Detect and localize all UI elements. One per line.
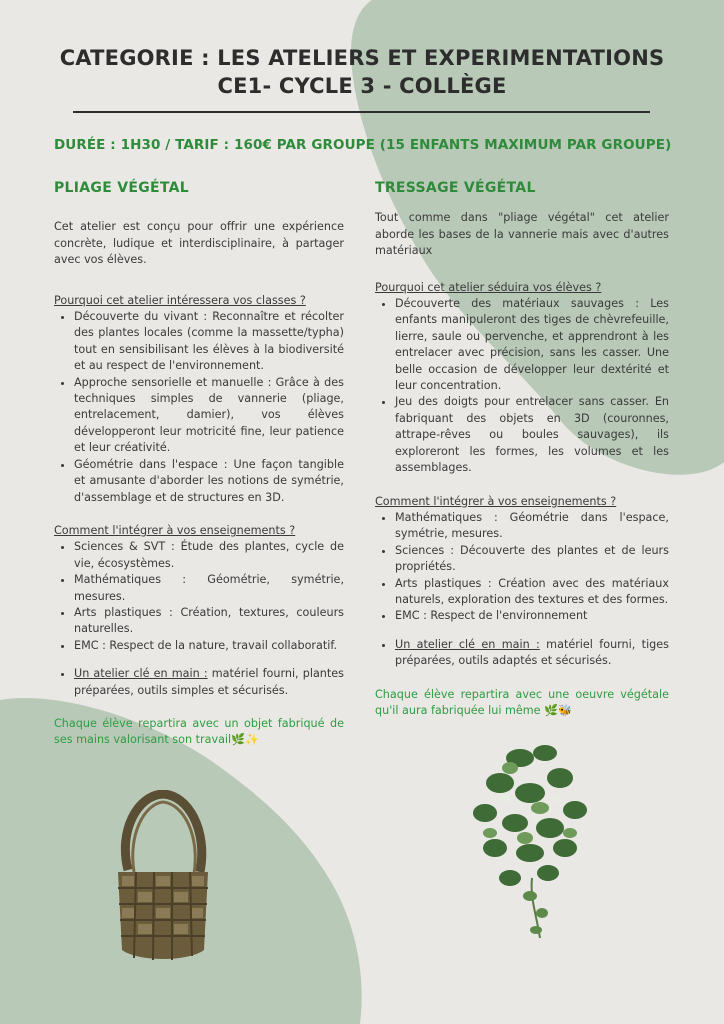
list-item: • Jeu des doigts pour entrelacer sans casser. En fabriquant des objets en 3D (couronnes, attrape-rêves ou boules sauvages), ils exploreront les formes, les volumes et les assemblages. <box>395 394 669 476</box>
left-intro: Cet atelier est conçu pour offrir une expérience concrète, ludique et interdisciplinaire, à partager avec vos élèves. <box>54 220 344 267</box>
list-item: • Mathématiques : Géométrie, symétrie, mesures. <box>74 572 344 605</box>
right-turnkey-list <box>375 637 669 670</box>
list-item: • Mathématiques : Géométrie dans l'espace, symétrie, mesures. <box>395 510 669 543</box>
header <box>0 44 724 100</box>
list-item <box>395 637 669 670</box>
left-how-list <box>54 539 344 654</box>
right-why-list <box>375 296 669 476</box>
list-item <box>74 666 344 699</box>
turnkey-label: Un atelier clé en main : <box>395 637 540 651</box>
left-heading: PLIAGE VÉGÉTAL <box>54 180 190 196</box>
right-column <box>375 180 669 719</box>
list-item: • Sciences & SVT : Étude des plantes, cycle de vie, écosystèmes. <box>74 539 344 572</box>
turnkey-text: matériel fourni, plantes préparées, outils simples et sécurisés. <box>74 667 344 697</box>
right-closing: Chaque élève repartira avec une oeuvre végétale qu'il aura fabriquée lui même 🌿🐝 <box>375 687 669 717</box>
left-why-list <box>54 309 344 506</box>
list-item: • Géométrie dans l'espace : Une façon tangible et amusante d'aborder les notions de symétrie, d'assemblage et de structures en 3D. <box>74 457 344 506</box>
list-item: • Découverte du vivant : Reconnaître et récolter des plantes locales (comme la massette/typha) tout en sensibilisant les élèves à la biodiversité et au respect de l'environnement. <box>74 309 344 375</box>
title-divider <box>73 111 650 113</box>
list-item: • Arts plastiques : Création avec des matériaux naturels, exploration des textures et des formes. <box>395 576 669 609</box>
list-item: • Sciences : Découverte des plantes et de leurs propriétés. <box>395 543 669 576</box>
right-heading: TRESSAGE VÉGÉTAL <box>375 180 536 196</box>
left-closing: Chaque élève repartira avec un objet fabriqué de ses mains valorisant son travail🌿✨ <box>54 716 344 747</box>
right-how-list <box>375 510 669 625</box>
duration-price: DURÉE : 1H30 / TARIF : 160€ PAR GROUPE (15 ENFANTS MAXIMUM PAR GROUPE) <box>54 137 672 153</box>
page-subtitle: CE1- CYCLE 3 - COLLÈGE <box>217 74 507 98</box>
turnkey-text: matériel fourni, tiges préparées, outils adaptés et sécurisés. <box>395 637 669 668</box>
ivy-ball-image <box>470 738 590 943</box>
list-item: • Approche sensorielle et manuelle : Grâce à des techniques simples de vannerie (pliage, entrelacement, damier), vos élèves développeront leur motricité fine, leur patience et leur créativité. <box>74 375 344 457</box>
list-item: • Arts plastiques : Création, textures, couleurs naturelles. <box>74 605 344 638</box>
list-item: • EMC : Respect de l'environnement <box>395 608 669 624</box>
left-column <box>54 180 344 749</box>
left-turnkey-list <box>54 666 344 699</box>
page-title: CATEGORIE : LES ATELIERS ET EXPERIMENTATIONS <box>59 46 665 70</box>
list-item: • EMC : Respect de la nature, travail collaboratif. <box>74 638 344 654</box>
right-how-title: Comment l'intégrer à vos enseignements ? <box>375 494 617 508</box>
left-why-title: Pourquoi cet atelier intéressera vos classes ? <box>54 293 306 307</box>
list-item: • Découverte des matériaux sauvages : Les enfants manipuleront des tiges de chèvrefeuille, lierre, saule ou pervenche, et apprendront à les entrelacer avec précision, sans les casser. Une belle occasion de développer leur dextérité et leur concentration. <box>395 296 669 394</box>
right-intro: Tout comme dans "pliage végétal" cet atelier aborde les bases de la vannerie mais avec d'autres matériaux <box>375 211 669 258</box>
left-how-title: Comment l'intégrer à vos enseignements ? <box>54 523 296 537</box>
woven-basket-image <box>108 790 218 965</box>
turnkey-label: Un atelier clé en main : <box>74 667 208 681</box>
right-why-title: Pourquoi cet atelier séduira vos élèves ? <box>375 280 602 294</box>
